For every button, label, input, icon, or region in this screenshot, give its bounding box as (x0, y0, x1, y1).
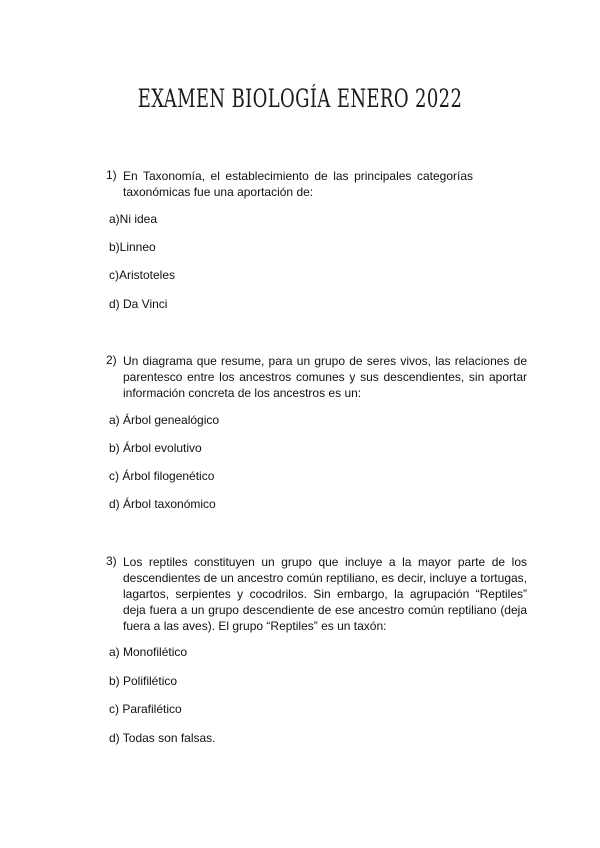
option-b: b) Árbol evolutivo (109, 441, 202, 455)
option-c: c) Árbol filogenético (109, 469, 215, 483)
option-a: a) Árbol genealógico (109, 413, 220, 427)
option-a: a)Ni idea (109, 212, 158, 226)
question-number: 3) (106, 554, 117, 568)
option-c: c)Aristoteles (109, 268, 176, 282)
option-a: a) Monofilético (109, 645, 188, 659)
option-c: c) Parafilético (109, 702, 182, 716)
question-text: Un diagrama que resume, para un grupo de seres vivos, las relaciones de parentesco entre los ancestros comunes y sus descendientes, sin aportar información concreta de los ancestros es un: (123, 354, 527, 400)
option-d: d) Todas son falsas. (109, 731, 216, 745)
option-d: d) Da Vinci (109, 297, 168, 311)
question-text: Los reptiles constituyen un grupo que incluye a la mayor parte de los descendientes de un ancestro común reptiliano, es decir, incluye a tortugas, lagartos, serpientes y cocodrilos. Sin embargo, la agrupación “Reptiles” deja fuera a un grupo descendiente de ese ancestro común reptiliano (deja fuera a las aves). El grupo “Reptiles” es un taxón: (123, 555, 527, 633)
question-number: 1) (106, 168, 117, 182)
option-d: d) Árbol taxonómico (109, 497, 216, 511)
question-text: En Taxonomía, el establecimiento de las principales categorías taxonómicas fue una aportación de: (123, 169, 473, 199)
question-number: 2) (106, 353, 117, 367)
option-b: b)Linneo (109, 240, 156, 254)
option-b: b) Polifilético (109, 674, 178, 688)
page-title: EXAMEN BIOLOGÍA ENERO 2022 (137, 84, 463, 113)
